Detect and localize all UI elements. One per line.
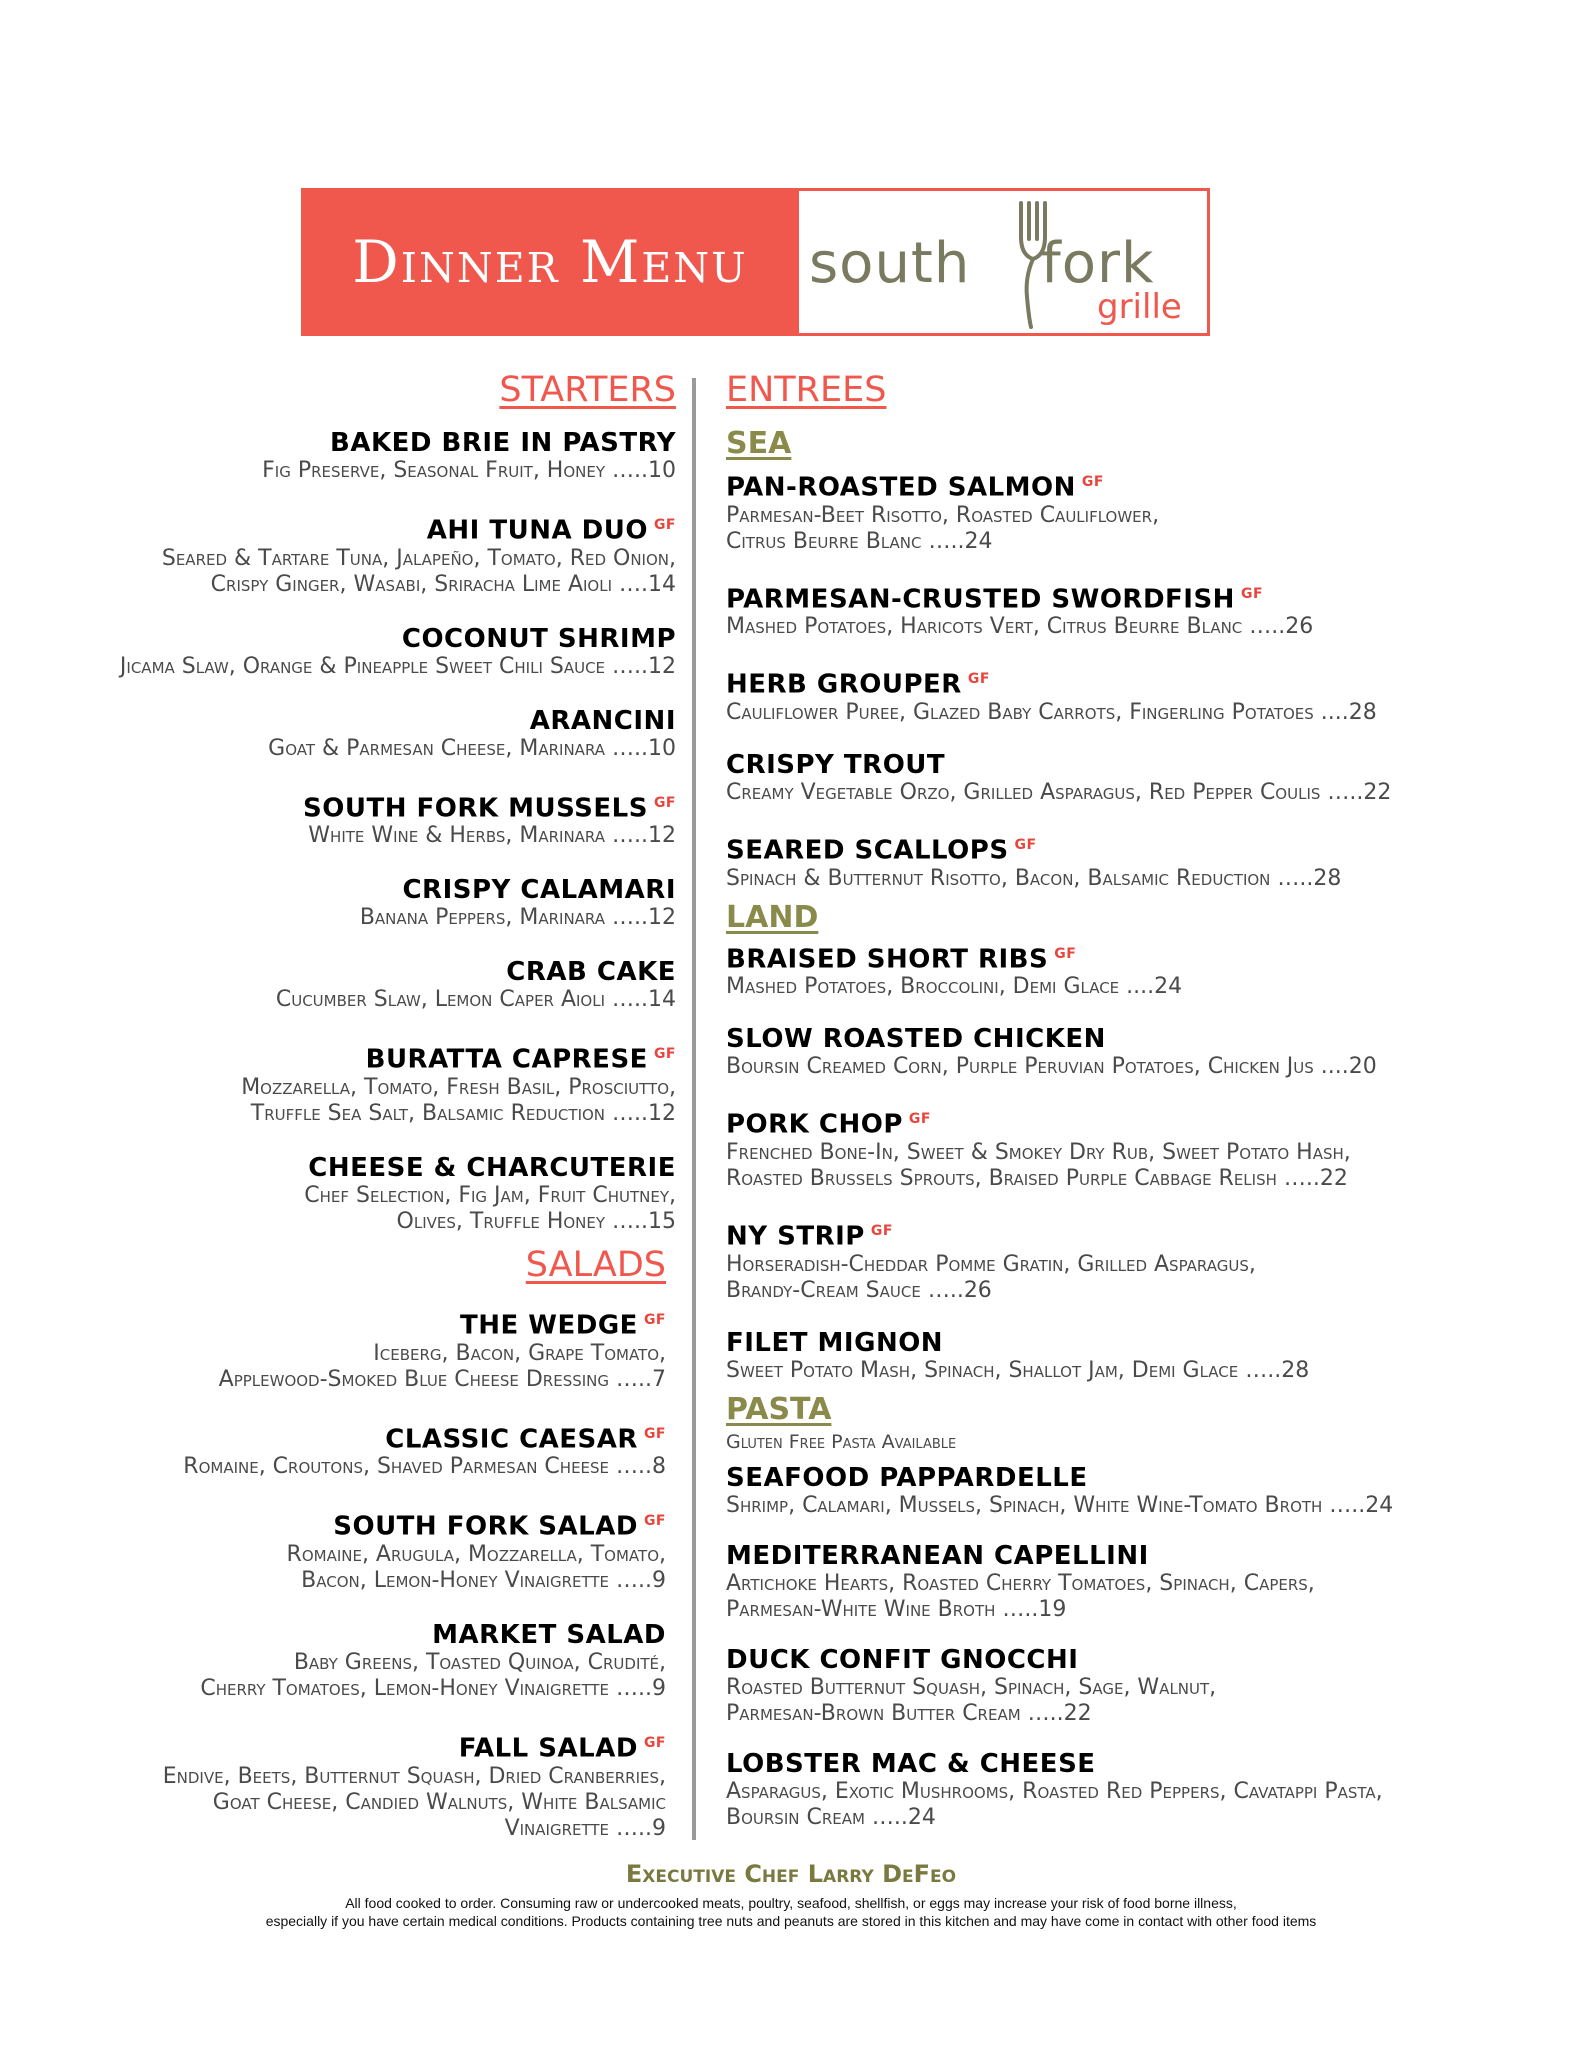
- item-description: White Wine & Herbs, Marinara …..12: [308, 823, 676, 849]
- menu-item: [20, 428, 676, 484]
- starters-list: [20, 428, 676, 1235]
- menu-item: [726, 664, 1556, 726]
- logo-block: [799, 188, 1210, 336]
- executive-chef: Executive Chef Larry DeFeo: [625, 1860, 957, 1888]
- item-name-text: THE WEDGE: [460, 1310, 638, 1341]
- item-name-text: PAN-ROASTED SALMON: [726, 472, 1076, 503]
- menu-item: [726, 579, 1556, 641]
- menu-item: [20, 510, 676, 598]
- item-name: [20, 510, 676, 546]
- item-description: Baby Greens, Toasted Quinoa, Crudité,: [293, 1649, 666, 1675]
- item-description: Citrus Beurre Blanc …..24: [726, 528, 993, 554]
- menu-item: [726, 750, 1556, 806]
- logo-text-fork: fork: [1041, 231, 1155, 296]
- item-description: Creamy Vegetable Orzo, Grilled Asparagus, Red Pepper Coulis …..22: [726, 779, 1392, 805]
- menu-item: [726, 1749, 1556, 1831]
- item-name-text: CRAB CAKE: [506, 957, 676, 988]
- item-name: [20, 1419, 666, 1455]
- item-description: Cauliflower Puree, Glazed Baby Carrots, Fingerling Potatoes ....28: [726, 699, 1377, 725]
- item-description: Frenched Bone-In, Sweet & Smokey Dry Rub, Sweet Potato Hash,: [726, 1139, 1351, 1165]
- item-name: [20, 957, 676, 987]
- item-description: Mozzarella, Tomato, Fresh Basil, Prosciutto,: [241, 1074, 676, 1100]
- item-description: Applewood-Smoked Blue Cheese Dressing …..7: [218, 1366, 666, 1392]
- item-description: Vinaigrette …..9: [504, 1815, 666, 1841]
- item-name-text: MARKET SALAD: [432, 1619, 666, 1650]
- left-column: [20, 370, 676, 1842]
- item-name: [20, 428, 676, 458]
- item-description: Spinach & Butternut Risotto, Bacon, Balsamic Reduction …..28: [726, 865, 1342, 891]
- item-name-text: BRAISED SHORT RIBS: [726, 944, 1049, 975]
- item-name-text: SOUTH FORK MUSSELS: [303, 793, 648, 824]
- food-disclaimer: [0, 1894, 1582, 1930]
- menu-item: [726, 1463, 1556, 1519]
- item-name: [20, 706, 676, 736]
- item-description: Parmesan-Beet Risotto, Roasted Cauliflower,: [726, 502, 1160, 528]
- item-description: Shrimp, Calamari, Mussels, Spinach, White Wine-Tomato Broth …..24: [726, 1492, 1394, 1518]
- disclaimer-line-2: especially if you have certain medical conditions. Products containing tree nuts and peanuts are stored in this kitchen and may have come in contact with other food items: [265, 1913, 1317, 1929]
- item-name: [20, 1039, 676, 1075]
- item-name-text: SLOW ROASTED CHICKEN: [726, 1024, 1106, 1055]
- gluten-free-badge: GF: [1054, 945, 1077, 962]
- item-description: Endive, Beets, Butternut Squash, Dried Cranberries,: [162, 1763, 666, 1789]
- item-description: Goat & Parmesan Cheese, Marinara …..10: [268, 735, 676, 761]
- item-description: Cucumber Slaw, Lemon Caper Aioli …..14: [275, 987, 676, 1013]
- item-description: Romaine, Croutons, Shaved Parmesan Cheese …..8: [183, 1454, 666, 1480]
- item-name: [20, 1620, 666, 1650]
- menu-item: [726, 1104, 1556, 1192]
- menu-item: [20, 1039, 676, 1127]
- gluten-free-badge: GF: [1081, 474, 1104, 490]
- item-description: Boursin Cream …..24: [726, 1804, 936, 1830]
- sea-heading: SEA: [726, 426, 792, 461]
- item-name-text: LOBSTER MAC & CHEESE: [726, 1748, 1096, 1779]
- land-list: [726, 939, 1556, 1384]
- menu-item: [20, 957, 676, 1013]
- item-name: [726, 1645, 1556, 1675]
- column-divider: [692, 378, 696, 1840]
- item-name-text: DUCK CONFIT GNOCCHI: [726, 1644, 1079, 1675]
- gluten-free-badge: GF: [653, 794, 676, 811]
- item-description: Truffle Sea Salt, Balsamic Reduction …..12: [250, 1100, 676, 1126]
- gluten-free-badge: GF: [1014, 836, 1037, 853]
- menu-item: [726, 1645, 1556, 1727]
- item-name-text: BURATTA CAPRESE: [365, 1044, 648, 1075]
- gluten-free-badge: GF: [643, 1734, 666, 1751]
- item-description: Cherry Tomatoes, Lemon-Honey Vinaigrette …..9: [200, 1675, 666, 1701]
- item-description: Horseradish-Cheddar Pomme Gratin, Grilled Asparagus,: [726, 1251, 1256, 1277]
- item-name-text: SEARED SCALLOPS: [726, 835, 1009, 866]
- right-column: [726, 370, 1556, 1831]
- item-description: Jicama Slaw, Orange & Pineapple Sweet Chili Sauce …..12: [119, 653, 676, 679]
- menu-item: [20, 875, 676, 931]
- item-description: Romaine, Arugula, Mozzarella, Tomato,: [286, 1541, 666, 1567]
- item-description: Asparagus, Exotic Mushrooms, Roasted Red Peppers, Cavatappi Pasta,: [726, 1778, 1383, 1804]
- item-name-text: ARANCINI: [529, 705, 676, 736]
- menu-item: [20, 1305, 666, 1393]
- item-description: Roasted Brussels Sprouts, Braised Purple Cabbage Relish …..22: [726, 1165, 1348, 1191]
- item-name: [20, 1153, 676, 1183]
- menu-item: [20, 1620, 666, 1702]
- item-name: [726, 579, 1556, 615]
- item-description: Sweet Potato Mash, Spinach, Shallot Jam, Demi Glace …..28: [726, 1357, 1310, 1383]
- item-name: [726, 939, 1556, 975]
- item-name-text: SEAFOOD PAPPARDELLE: [726, 1462, 1088, 1493]
- item-name: [726, 1104, 1556, 1140]
- item-name: [726, 750, 1556, 780]
- menu-item: [20, 1728, 666, 1842]
- item-name-text: COCONUT SHRIMP: [401, 623, 676, 654]
- item-description: Fig Preserve, Seasonal Fruit, Honey …..10: [262, 458, 676, 483]
- item-name: [726, 1463, 1556, 1493]
- item-name-text: HERB GROUPER: [726, 669, 962, 700]
- menu-item: [726, 1024, 1556, 1080]
- item-description: Parmesan-Brown Butter Cream …..22: [726, 1700, 1092, 1726]
- item-name-text: NY STRIP: [726, 1221, 865, 1252]
- item-name-text: CRISPY CALAMARI: [402, 875, 676, 906]
- item-name-text: AHI TUNA DUO: [426, 515, 648, 546]
- item-name: [726, 830, 1556, 866]
- gluten-free-badge: GF: [967, 671, 990, 688]
- gluten-free-badge: GF: [908, 1111, 931, 1128]
- gluten-free-badge: GF: [870, 1222, 893, 1239]
- disclaimer-line-1: All food cooked to order. Consuming raw or undercooked meats, poultry, seafood, shellfish, or eggs may increase your risk of food borne illness,: [345, 1895, 1237, 1911]
- item-description: Brandy-Cream Sauce …..26: [726, 1277, 992, 1303]
- land-heading: LAND: [726, 899, 819, 935]
- salads-list: [20, 1305, 666, 1842]
- item-name: [20, 1728, 666, 1764]
- title-block: [301, 188, 799, 336]
- item-name: [726, 1216, 1556, 1252]
- item-name: [20, 875, 676, 905]
- menu-item: [726, 1541, 1556, 1623]
- menu-item: [726, 830, 1556, 892]
- item-name-text: BAKED BRIE IN PASTRY: [330, 428, 676, 458]
- item-description: Iceberg, Bacon, Grape Tomato,: [373, 1340, 666, 1366]
- item-name: [20, 788, 676, 824]
- item-name-text: PORK CHOP: [726, 1109, 903, 1140]
- item-description: Olives, Truffle Honey …..15: [396, 1208, 676, 1234]
- item-description: Mashed Potatoes, Broccolini, Demi Glace ....24: [726, 974, 1183, 1000]
- gluten-free-badge: GF: [653, 517, 676, 533]
- gluten-free-badge: GF: [653, 1046, 676, 1063]
- item-name: [726, 1541, 1556, 1571]
- item-description: Roasted Butternut Squash, Spinach, Sage, Walnut,: [726, 1674, 1217, 1700]
- logo-text-south: south: [809, 231, 971, 296]
- menu-item: [20, 624, 676, 680]
- item-name: [726, 1749, 1556, 1779]
- menu-item: [20, 706, 676, 762]
- menu-item: [726, 1216, 1556, 1304]
- pasta-heading: PASTA: [726, 1391, 832, 1427]
- item-description: Bacon, Lemon-Honey Vinaigrette …..9: [301, 1567, 666, 1593]
- gluten-free-badge: GF: [643, 1311, 666, 1328]
- item-name: [20, 624, 676, 654]
- menu-item: [726, 467, 1556, 555]
- item-description: Crispy Ginger, Wasabi, Sriracha Lime Aioli ….14: [210, 571, 676, 597]
- menu-item: [726, 1328, 1556, 1384]
- item-name: [726, 1328, 1556, 1358]
- item-name-text: FALL SALAD: [458, 1733, 638, 1764]
- item-name-text: CHEESE & CHARCUTERIE: [308, 1152, 676, 1183]
- item-name-text: FILET MIGNON: [726, 1327, 944, 1358]
- item-name-text: CLASSIC CAESAR: [385, 1424, 638, 1455]
- gluten-free-badge: GF: [643, 1425, 666, 1442]
- logo-text-grille: grille: [1097, 287, 1182, 327]
- item-name-text: CRISPY TROUT: [726, 749, 946, 780]
- menu-item: [20, 1506, 666, 1594]
- gluten-free-badge: GF: [1240, 585, 1264, 602]
- item-name: [20, 1506, 666, 1542]
- item-description: Mashed Potatoes, Haricots Vert, Citrus Beurre Blanc …..26: [726, 614, 1314, 640]
- item-description: Boursin Creamed Corn, Purple Peruvian Potatoes, Chicken Jus ....20: [726, 1054, 1377, 1080]
- gluten-free-badge: GF: [643, 1513, 666, 1530]
- entrees-heading: ENTREES: [726, 370, 887, 410]
- item-name-text: SOUTH FORK SALAD: [333, 1511, 638, 1542]
- item-name-text: PARMESAN-CRUSTED SWORDFISH: [726, 584, 1235, 615]
- salads-heading: SALADS: [525, 1244, 666, 1285]
- menu-item: [20, 1419, 666, 1481]
- menu-item: [20, 788, 676, 850]
- item-name: [726, 664, 1556, 700]
- pasta-list: [726, 1463, 1556, 1831]
- header-banner: [301, 188, 1211, 336]
- item-description: Seared & Tartare Tuna, Jalapeño, Tomato, Red Onion,: [161, 545, 676, 571]
- sea-list: [726, 467, 1556, 892]
- item-name: [726, 1024, 1556, 1054]
- item-description: Parmesan-White Wine Broth …..19: [726, 1596, 1067, 1622]
- item-description: Banana Peppers, Marinara …..12: [359, 905, 676, 931]
- menu-item: [20, 1153, 676, 1235]
- item-description: Goat Cheese, Candied Walnuts, White Balsamic: [212, 1789, 666, 1815]
- menu-title: Dinner Menu: [352, 228, 748, 296]
- item-name: [20, 1305, 666, 1341]
- item-description: Chef Selection, Fig Jam, Fruit Chutney,: [304, 1182, 676, 1208]
- starters-heading: STARTERS: [499, 370, 676, 410]
- menu-item: [726, 939, 1556, 1001]
- item-name-text: MEDITERRANEAN CAPELLINI: [726, 1540, 1149, 1571]
- pasta-note: Gluten Free Pasta Available: [726, 1430, 957, 1453]
- item-name: [726, 467, 1556, 503]
- item-description: Artichoke Hearts, Roasted Cherry Tomatoes, Spinach, Capers,: [726, 1570, 1315, 1596]
